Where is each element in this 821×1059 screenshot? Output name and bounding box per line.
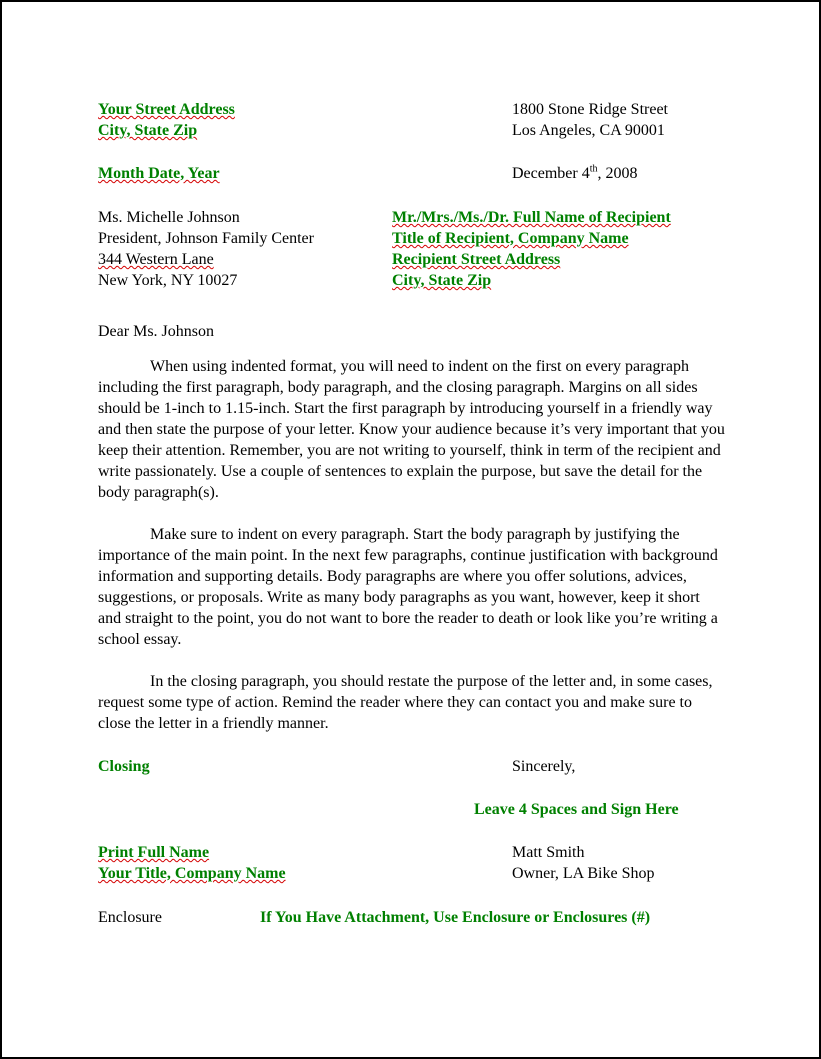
recipient-street: 344 Western Lane bbox=[98, 251, 214, 268]
body-paragraph-3: In the closing paragraph, you should restate the purpose of the letter and, in some cases, request some type of action. Remind the reader where they can contact you and make sure to close the letter in a friendly manner. bbox=[98, 673, 713, 732]
recipient-title: President, Johnson Family Center bbox=[98, 230, 314, 247]
signer-name: Matt Smith bbox=[512, 844, 585, 861]
sender-street-value: 1800 Stone Ridge Street bbox=[512, 101, 668, 118]
title-company-label: Your Title, Company Name bbox=[98, 865, 286, 882]
sign-note-row bbox=[98, 799, 725, 820]
enclosure-block bbox=[98, 907, 725, 928]
signer-title: Owner, LA Bike Shop bbox=[512, 865, 655, 882]
body-paragraph-2: Make sure to indent on every paragraph. Start the body paragraph by justifying the importance of the main point. In the next few paragraphs, continue justification with background information and supporting details. Body paragraphs are where you offer solutions, advices, suggestions, or proposals. Write as many body paragraphs as you want, however, keep it short and straight to the point, you do not want to bore the reader to death or look like you’re writing a school essay. bbox=[98, 526, 718, 648]
closing-template-label: Closing bbox=[98, 758, 150, 775]
date-value: December 4th, 2008 bbox=[512, 163, 638, 182]
signature-block bbox=[98, 842, 725, 884]
sign-here-note: Leave 4 Spaces and Sign Here bbox=[474, 801, 679, 818]
recipient-title-label: Title of Recipient, Company Name bbox=[392, 230, 629, 247]
body-paragraph-1: When using indented format, you will need to indent on the first on every paragraph including the first paragraph, body paragraph, and the closing paragraph. Margins on all sides should be 1-inch to 1.15-inch. Start the first paragraph by introducing yourself in a friendly way and then state the purpose of your letter. Know your audience because it’s very important that you keep their attention. Remember, you are not writing to yourself, think in term of the recipient and write passionately. Use a couple of sentences to explain the purpose, but save the detail for the body paragraph(s). bbox=[98, 358, 725, 501]
recipient-block bbox=[98, 207, 725, 291]
recipient-city-label: City, State Zip bbox=[392, 272, 492, 289]
recipient-template bbox=[392, 207, 671, 291]
print-name-label: Print Full Name bbox=[98, 844, 210, 861]
sender-actual-values bbox=[512, 99, 668, 141]
sender-block bbox=[98, 99, 725, 141]
date-ordinal-suffix: th bbox=[589, 163, 598, 175]
letter-body bbox=[98, 356, 725, 734]
letter-content bbox=[98, 99, 725, 928]
closing-value: Sincerely, bbox=[512, 758, 576, 775]
signature-actual-values bbox=[512, 842, 654, 884]
closing-block bbox=[98, 756, 725, 777]
recipient-name: Ms. Michelle Johnson bbox=[98, 209, 240, 226]
recipient-name-label: Mr./Mrs./Ms./Dr. Full Name of Recipient bbox=[392, 209, 671, 226]
date-block bbox=[98, 163, 725, 184]
enclosure-label: Enclosure bbox=[98, 909, 162, 926]
recipient-street-label: Recipient Street Address bbox=[392, 251, 561, 268]
enclosure-note: If You Have Attachment, Use Enclosure or Enclosures (#) bbox=[260, 909, 651, 926]
salutation: Dear Ms. Johnson bbox=[98, 323, 214, 340]
date-template-label: Month Date, Year bbox=[98, 165, 220, 182]
sender-city-label: City, State Zip bbox=[98, 122, 198, 139]
sender-street-label: Your Street Address bbox=[98, 101, 235, 118]
sender-city-value: Los Angeles, CA 90001 bbox=[512, 122, 665, 139]
recipient-city: New York, NY 10027 bbox=[98, 272, 238, 289]
